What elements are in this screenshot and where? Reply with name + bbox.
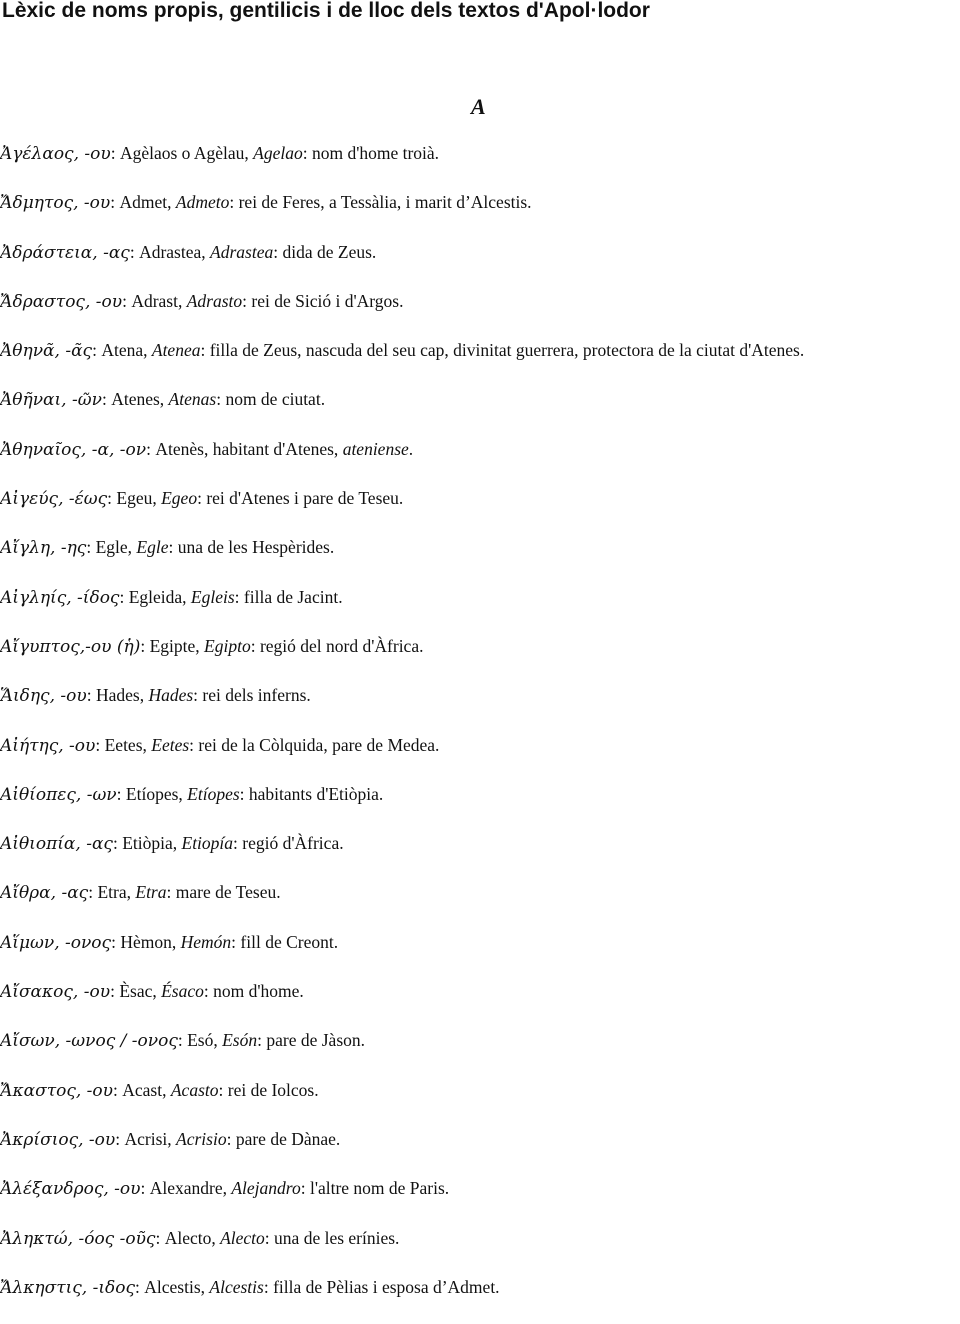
glossary-entry: Αἵμων, -ονος: Hèmon, Hemón: fill de Creont. [0, 931, 339, 953]
greek-lemma: Ἅιδης, -ου [0, 686, 87, 707]
greek-lemma: Ἀθηνᾶ, -ᾶς [0, 341, 93, 362]
glossary-entry: Ἀδράστεια, -ας: Adrastea, Adrastea: dida de Zeus. [0, 241, 377, 263]
spanish-name: Egeo [161, 488, 198, 509]
glossary-entry: Αἰγεύς, -έως: Egeu, Egeo: rei d'Atenes i pare de Teseu. [0, 488, 404, 510]
catalan-name: Hèmon [120, 931, 172, 952]
catalan-name: Alecto [164, 1227, 212, 1248]
catalan-name: Admet [119, 192, 168, 213]
definition: pare de Dànae. [235, 1128, 341, 1149]
greek-lemma: Ἀληκτώ, -όος -οῦς [0, 1228, 156, 1249]
greek-lemma: Ἀγέλαος, -ου [0, 144, 111, 164]
greek-lemma: Αἰγληίς, -ίδος [0, 587, 120, 608]
definition: dida de Zeus. [282, 241, 377, 262]
glossary-entry: Ἀκρίσιος, -ου: Acrisi, Acrisio: pare de Dànae. [0, 1128, 341, 1150]
catalan-name: Hades [95, 685, 140, 706]
greek-lemma: Ἀκρίσιος, -ου [0, 1129, 116, 1150]
spanish-name: Hades [148, 685, 194, 706]
definition: nom d'home. [213, 981, 304, 1002]
spanish-name: Hemón [180, 931, 232, 952]
glossary-entry: Αἰθίοπες, -ων: Etíopes, Etíopes: habitants d'Etiòpia. [0, 783, 384, 805]
catalan-name: Eetes [104, 734, 143, 755]
greek-lemma: Ἀδράστεια, -ας [0, 242, 130, 263]
spanish-name: Alejandro [231, 1178, 301, 1199]
spanish-name: Atenea [151, 340, 201, 361]
glossary-entry: Ἀληκτώ, -όος -οῦς: Alecto, Alecto: una de les erínies. [0, 1227, 400, 1249]
glossary-entry: Αἴσων, -ωνος / -ονος: Esó, Esón: pare de Jàson. [0, 1030, 366, 1052]
catalan-name: Alcestis [144, 1276, 201, 1297]
greek-lemma: Αἴσων, -ωνος / -ονος [0, 1031, 178, 1052]
spanish-name: Admeto [175, 192, 230, 213]
definition: rei d'Atenes i pare de Teseu. [206, 488, 404, 509]
greek-lemma: Αἴθρα, -ας [0, 883, 89, 904]
definition: habitants d'Etiòpia. [248, 783, 384, 804]
definition: nom d'home troià. [311, 143, 440, 163]
catalan-name: Etíopes [125, 783, 179, 804]
definition: fill de Creont. [240, 931, 339, 952]
catalan-name: Atenes [111, 389, 160, 410]
definition: filla de Jacint. [243, 586, 343, 607]
definition: mare de Teseu. [175, 882, 281, 903]
greek-lemma: Ἀθῆναι, -ῶν [0, 390, 102, 411]
glossary-entry: Αἴθρα, -ας: Etra, Etra: mare de Teseu. [0, 882, 281, 904]
glossary-entry: Ἄδραστος, -ου: Adrast, Adrasto: rei de Sició i d'Argos. [0, 290, 404, 312]
spanish-name: Atenas [168, 389, 217, 410]
glossary-entry: Αἴσακος, -ου: Èsac, Ésaco: nom d'home. [0, 981, 304, 1003]
definition: rei de Sició i d'Argos. [251, 290, 404, 311]
glossary-entry: Αἴγλη, -ης: Egle, Egle: una de les Hespèrides. [0, 537, 335, 559]
spanish-name: Adrastea [210, 241, 274, 262]
glossary-entry: Αἴγυπτος,-ου (ἡ): Egipte, Egipto: regió del nord d'Àfrica. [0, 635, 424, 657]
glossary-entry: Ἄλκηστις, -ιδος: Alcestis, Alcestis: filla de Pèlias i esposa d’Admet. [0, 1276, 500, 1298]
page-title: Lèxic de noms propis, gentilicis i de lloc dels textos d'Apol·lodor [2, 0, 650, 22]
glossary-list [0, 141, 960, 1324]
greek-lemma: Ἀθηναῖος, -α, -ον [0, 439, 147, 460]
glossary-entry: Ἀλέξανδρος, -ου: Alexandre, Alejandro: l'altre nom de Paris. [0, 1178, 450, 1200]
spanish-name: Acasto [170, 1079, 219, 1100]
catalan-name: Alexandre [149, 1178, 223, 1199]
greek-lemma: Αἰγεύς, -έως [0, 489, 108, 510]
catalan-name: Egle [95, 537, 128, 558]
spanish-name: Alecto [220, 1227, 265, 1248]
catalan-name: Egeu [116, 488, 153, 509]
catalan-name: Esó [187, 1030, 214, 1051]
catalan-name: Etiòpia [122, 833, 173, 854]
definition: filla de Pèlias i esposa d’Admet. [273, 1276, 500, 1297]
definition: filla de Zeus, nascuda del seu cap, divinitat guerrera, protectora de la ciutat d'Atenes. [209, 340, 805, 361]
catalan-name: Acast [122, 1079, 163, 1100]
greek-lemma: Αἴσακος, -ου [0, 982, 111, 1003]
glossary-entry: Ἀγέλαος, -ου: Agèlaos o Agèlau, Agelao: nom d'home troià. [0, 143, 440, 164]
spanish-name: Alcestis [209, 1276, 264, 1297]
greek-lemma: Αἴγλη, -ης [0, 538, 87, 559]
definition: l'altre nom de Paris. [309, 1178, 450, 1199]
greek-lemma: Αἴγυπτος,-ου (ἡ) [0, 636, 141, 657]
spanish-name: Agelao [253, 143, 303, 163]
greek-lemma: Ἀλέξανδρος, -ου [0, 1179, 141, 1200]
greek-lemma: Ἄκαστος, -ου [0, 1080, 113, 1101]
definition: nom de ciutat. [225, 389, 326, 410]
spanish-name: Etíopes [187, 783, 240, 804]
definition: rei de Iolcos. [227, 1079, 319, 1100]
glossary-entry: Ἅιδης, -ου: Hades, Hades: rei dels inferns. [0, 685, 311, 707]
definition: rei de la Còlquida, pare de Medea. [198, 734, 440, 755]
spanish-name: Eetes [151, 734, 190, 755]
spanish-name: Egipto [204, 635, 251, 656]
catalan-name: Adrastea [139, 241, 202, 262]
spanish-name: Ésaco [161, 981, 204, 1002]
spanish-name: Etra [135, 882, 167, 903]
definition: pare de Jàson. [266, 1030, 366, 1051]
definition: una de les erínies. [274, 1227, 400, 1248]
glossary-entry: Αἰήτης, -ου: Eetes, Eetes: rei de la Còlquida, pare de Medea. [0, 734, 440, 756]
spanish-name: Etiopía [181, 833, 234, 854]
spanish-name: Egle [136, 537, 169, 558]
definition: regió d'Àfrica. [242, 833, 344, 854]
glossary-entry: Ἀθηνᾶ, -ᾶς: Atena, Atenea: filla de Zeus, nascuda del seu cap, divinitat guerrera, protectora de la ciutat d'Atenes. [0, 340, 805, 362]
greek-lemma: Ἄδμητος, -ου [0, 193, 111, 214]
catalan-name: Acrisi [124, 1128, 168, 1149]
catalan-name: Atena [101, 340, 144, 361]
definition: una de les Hespèrides. [177, 537, 335, 558]
spanish-name: ateniense [342, 438, 409, 459]
greek-lemma: Αἰήτης, -ου [0, 735, 96, 756]
greek-lemma: Ἄδραστος, -ου [0, 291, 123, 312]
glossary-entry: Αἰγληίς, -ίδος: Egleida, Egleis: filla de Jacint. [0, 586, 343, 608]
definition: rei de Feres, a Tessàlia, i marit d’Alcestis. [238, 192, 532, 213]
catalan-name: Etra [97, 882, 127, 903]
glossary-entry: Ἀθῆναι, -ῶν: Atenes, Atenas: nom de ciutat. [0, 389, 326, 411]
catalan-name: Egipte [149, 635, 196, 656]
definition: rei dels inferns. [202, 685, 311, 706]
catalan-name: Egleida [128, 586, 183, 607]
glossary-entry: Ἄδμητος, -ου: Admet, Admeto: rei de Feres, a Tessàlia, i marit d’Alcestis. [0, 192, 532, 214]
catalan-name: Agèlaos o Agèlau [119, 143, 245, 163]
glossary-entry: Ἀθηναῖος, -α, -ον: Atenès, habitant d'Atenes, ateniense. [0, 438, 414, 460]
section-letter: A [471, 94, 486, 119]
spanish-name: Esón [222, 1030, 258, 1051]
spanish-name: Acrisio [176, 1128, 227, 1149]
spanish-name: Egleis [190, 586, 235, 607]
greek-lemma: Ἄλκηστις, -ιδος [0, 1277, 135, 1298]
catalan-name: Èsac [119, 981, 153, 1002]
greek-lemma: Αἰθιοπία, -ας [0, 834, 113, 855]
catalan-name: Atenès, habitant d'Atenes, [155, 438, 339, 459]
definition: . [408, 438, 414, 459]
catalan-name: Adrast [131, 290, 178, 311]
greek-lemma: Αἵμων, -ονος [0, 932, 112, 953]
definition: regió del nord d'Àfrica. [259, 635, 424, 656]
glossary-entry: Αἰθιοπία, -ας: Etiòpia, Etiopía: regió d'Àfrica. [0, 833, 344, 855]
greek-lemma: Αἰθίοπες, -ων [0, 784, 117, 805]
glossary-entry: Ἄκαστος, -ου: Acast, Acasto: rei de Iolcos. [0, 1079, 319, 1101]
spanish-name: Adrasto [186, 290, 243, 311]
